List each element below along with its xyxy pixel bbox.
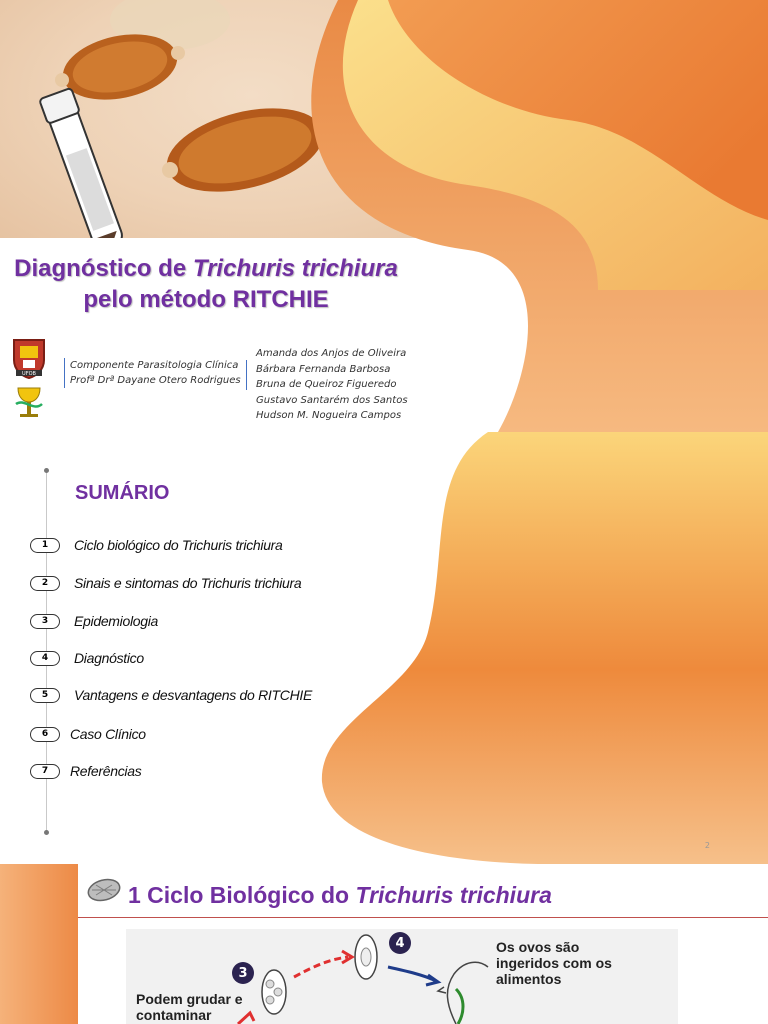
page-number: 2 bbox=[704, 841, 710, 850]
info-divider bbox=[246, 360, 247, 390]
slide-title bbox=[128, 882, 552, 909]
item-number: 4 bbox=[30, 651, 60, 666]
authors-list bbox=[256, 346, 408, 424]
title-species: Trichuris trichiura bbox=[355, 882, 552, 908]
author: Bárbara Fernanda Barbosa bbox=[256, 363, 391, 375]
ingestion-caption: Os ovos são ingeridos com os alimentos bbox=[496, 939, 612, 987]
summary-title: SUMÁRIO bbox=[75, 482, 170, 504]
title-prefix: Diagnóstico de bbox=[14, 255, 193, 282]
title-slide bbox=[0, 0, 768, 432]
item-number: 7 bbox=[30, 764, 60, 779]
summary-item bbox=[30, 573, 301, 593]
timeline-dot bbox=[44, 468, 49, 473]
step-4-badge: 4 bbox=[389, 932, 411, 954]
course-info bbox=[64, 358, 241, 388]
summary-item bbox=[30, 535, 283, 555]
life-cycle-diagram bbox=[126, 929, 678, 1024]
university-crest-icon bbox=[10, 336, 48, 380]
course-name: Componente Parasitologia Clínica bbox=[70, 360, 239, 371]
timeline-dot bbox=[44, 830, 49, 835]
item-label: Ciclo biológico do Trichuris trichiura bbox=[74, 537, 283, 553]
title-prefix: 1 Ciclo Biológico do bbox=[128, 882, 356, 908]
summary-item bbox=[30, 648, 144, 668]
summary-item bbox=[30, 761, 141, 781]
item-number: 5 bbox=[30, 688, 60, 703]
item-label: Caso Clínico bbox=[70, 726, 146, 742]
summary-item bbox=[30, 724, 146, 744]
item-label: Epidemiologia bbox=[74, 613, 159, 629]
author: Bruna de Queiroz Figueredo bbox=[256, 379, 397, 390]
author: Hudson M. Nogueira Campos bbox=[256, 410, 402, 421]
pharmacy-cup-icon bbox=[10, 382, 48, 420]
crest-label: UFOB bbox=[22, 371, 36, 377]
title-species: Trichuris trichiura bbox=[192, 255, 398, 282]
item-label: Sinais e sintomas do Trichuris trichiura bbox=[74, 575, 302, 591]
presentation-subtitle: pelo método RITCHIE bbox=[83, 286, 329, 313]
egg-icon bbox=[86, 876, 122, 904]
item-number: 1 bbox=[30, 538, 60, 553]
cycle-slide bbox=[0, 864, 768, 1024]
presentation-title bbox=[0, 254, 412, 284]
item-number: 2 bbox=[30, 576, 60, 591]
item-number: 6 bbox=[30, 727, 60, 742]
contamination-caption: Podem grudar e contaminar bbox=[136, 991, 243, 1023]
item-label: Diagnóstico bbox=[74, 650, 144, 666]
summary-slide bbox=[0, 432, 768, 864]
side-accent-bar bbox=[0, 864, 78, 1024]
item-label: Vantagens e desvantagens do RITCHIE bbox=[74, 687, 313, 703]
summary-item bbox=[30, 685, 312, 705]
item-label: Referências bbox=[70, 763, 142, 779]
professor-name: Profª Drª Dayane Otero Rodrigues bbox=[70, 375, 241, 386]
decorative-orange-shape bbox=[318, 432, 768, 864]
summary-item bbox=[30, 611, 158, 631]
author: Amanda dos Anjos de Oliveira bbox=[256, 348, 407, 359]
item-number: 3 bbox=[30, 614, 60, 629]
author: Gustavo Santarém dos Santos bbox=[256, 394, 408, 406]
step-3-badge: 3 bbox=[232, 962, 254, 984]
title-underline bbox=[78, 917, 768, 918]
